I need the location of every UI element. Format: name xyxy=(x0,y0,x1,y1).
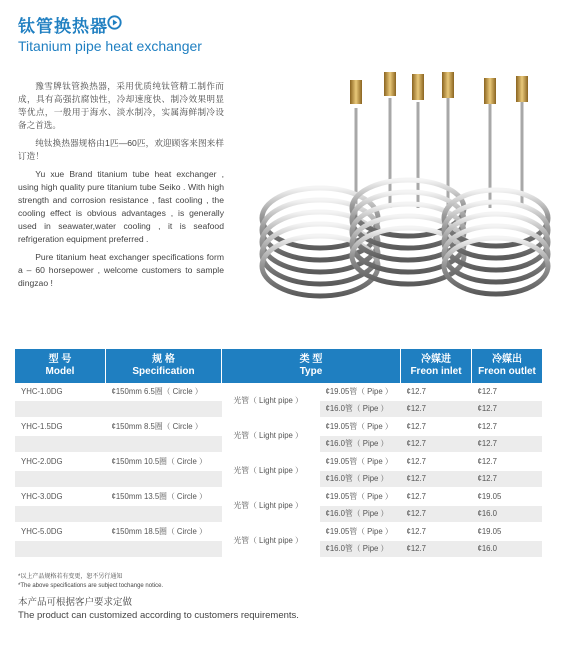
cell-pipe-size: ¢19.05管（ Pipe ） xyxy=(320,453,401,471)
cell-inlet: ¢12.7 xyxy=(401,453,472,471)
description-en-paragraph-1: Yu xue Brand titanium tube heat exchanger , using high quality pure titanium tube Seiko . With high strength and corrosion resistance , fast cooling , the cooling effect is obvious advantages , is generally used in seawater,water cooling , it is seafood refrigeration equipment preferred . xyxy=(18,169,224,244)
cell-outlet: ¢16.0 xyxy=(472,540,543,558)
cell-inlet: ¢12.7 xyxy=(401,505,472,523)
cell-pipe-size: ¢19.05管（ Pipe ） xyxy=(320,523,401,541)
custom-order-note xyxy=(18,596,299,622)
page-title-cn: 钛管换热器 xyxy=(18,17,108,36)
product-description xyxy=(18,80,224,295)
cell-pipe-size: ¢19.05管（ Pipe ） xyxy=(320,383,401,400)
table-header-row xyxy=(15,349,542,383)
cell-spec: ¢150mm 13.5圈（ Circle ） xyxy=(106,488,222,506)
header-freon-outlet: 冷媒出 Freon outlet xyxy=(472,349,543,383)
cell-inlet: ¢12.7 xyxy=(401,418,472,436)
cell-pipe-size: ¢16.0管（ Pipe ） xyxy=(320,470,401,488)
coil-right xyxy=(444,76,548,294)
cell-pipe-type: 光管（ Light pipe ） xyxy=(222,383,320,418)
header-model: 型 号 Model xyxy=(15,349,106,383)
custom-note-cn: 本产品可根据客户要求定做 xyxy=(18,597,133,608)
cell-inlet: ¢12.7 xyxy=(401,470,472,488)
cell-pipe-type: 光管（ Light pipe ） xyxy=(222,453,320,488)
description-cn-paragraph-1: 豫雪牌钛管换热器，采用优质纯钛管精工制作而成，具有高强抗腐蚀性，冷却速度快、制冷效果明显等优点，一般用于海水、淡水制冷，实属海鲜制冷设备之首选。 xyxy=(18,81,224,130)
cell-inlet: ¢12.7 xyxy=(401,435,472,453)
spec-footnote xyxy=(18,573,163,591)
cell-outlet: ¢19.05 xyxy=(472,523,543,541)
cell-pipe-size: ¢16.0管（ Pipe ） xyxy=(320,435,401,453)
footnote-cn: *以上产品规格若有变更，恕不另行通知 xyxy=(18,574,123,580)
cell-outlet: ¢19.05 xyxy=(472,488,543,506)
table-row xyxy=(15,523,542,541)
cell-spec: ¢150mm 10.5圈（ Circle ） xyxy=(106,453,222,471)
cell-pipe-size: ¢16.0管（ Pipe ） xyxy=(320,400,401,418)
table-row xyxy=(15,383,542,400)
cell-spec: ¢150mm 18.5圈（ Circle ） xyxy=(106,523,222,541)
cell-model: YHC-3.0DG xyxy=(15,488,106,506)
cell-outlet: ¢12.7 xyxy=(472,400,543,418)
page-title-en: Titanium pipe heat exchanger xyxy=(18,38,202,54)
cell-inlet: ¢12.7 xyxy=(401,523,472,541)
cell-pipe-size: ¢16.0管（ Pipe ） xyxy=(320,540,401,558)
spec-table xyxy=(15,349,542,558)
product-photo xyxy=(238,68,554,330)
footnote-en: *The above specifications are subject tochange notice. xyxy=(18,583,164,589)
cell-outlet: ¢12.7 xyxy=(472,453,543,471)
cell-outlet: ¢16.0 xyxy=(472,505,543,523)
header-freon-inlet: 冷媒进 Freon inlet xyxy=(401,349,472,383)
table-row xyxy=(15,488,542,506)
description-cn-paragraph-2: 纯钛换热器规格由1匹—60匹，欢迎顾客来图来样订造！ xyxy=(18,138,224,161)
cell-outlet: ¢12.7 xyxy=(472,435,543,453)
cell-pipe-type: 光管（ Light pipe ） xyxy=(222,418,320,453)
cell-model: YHC-2.0DG xyxy=(15,453,106,471)
cell-pipe-type: 光管（ Light pipe ） xyxy=(222,523,320,558)
cell-outlet: ¢12.7 xyxy=(472,470,543,488)
cell-inlet: ¢12.7 xyxy=(401,383,472,400)
cell-spec: ¢150mm 6.5圈（ Circle ） xyxy=(106,383,222,400)
cell-inlet: ¢12.7 xyxy=(401,540,472,558)
cell-model: YHC-1.5DG xyxy=(15,418,106,436)
cell-inlet: ¢12.7 xyxy=(401,400,472,418)
description-en-paragraph-2: Pure titanium heat exchanger specifications form a – 60 horsepower , welcome customers to sample dingzao ! xyxy=(18,252,224,288)
header-type: 类 型 Type xyxy=(222,349,401,383)
header-specification: 规 格 Specification xyxy=(106,349,222,383)
cell-pipe-size: ¢16.0管（ Pipe ） xyxy=(320,505,401,523)
cell-spec: ¢150mm 8.5圈（ Circle ） xyxy=(106,418,222,436)
cell-pipe-size: ¢19.05管（ Pipe ） xyxy=(320,488,401,506)
cell-inlet: ¢12.7 xyxy=(401,488,472,506)
custom-note-en: The product can customized according to customers requirements. xyxy=(18,610,299,621)
table-row xyxy=(15,418,542,436)
cell-model: YHC-5.0DG xyxy=(15,523,106,541)
cell-pipe-type: 光管（ Light pipe ） xyxy=(222,488,320,523)
table-row xyxy=(15,453,542,471)
cell-model: YHC-1.0DG xyxy=(15,383,106,400)
cell-outlet: ¢12.7 xyxy=(472,383,543,400)
cell-outlet: ¢12.7 xyxy=(472,418,543,436)
cell-pipe-size: ¢19.05管（ Pipe ） xyxy=(320,418,401,436)
play-circle-icon xyxy=(107,15,122,30)
